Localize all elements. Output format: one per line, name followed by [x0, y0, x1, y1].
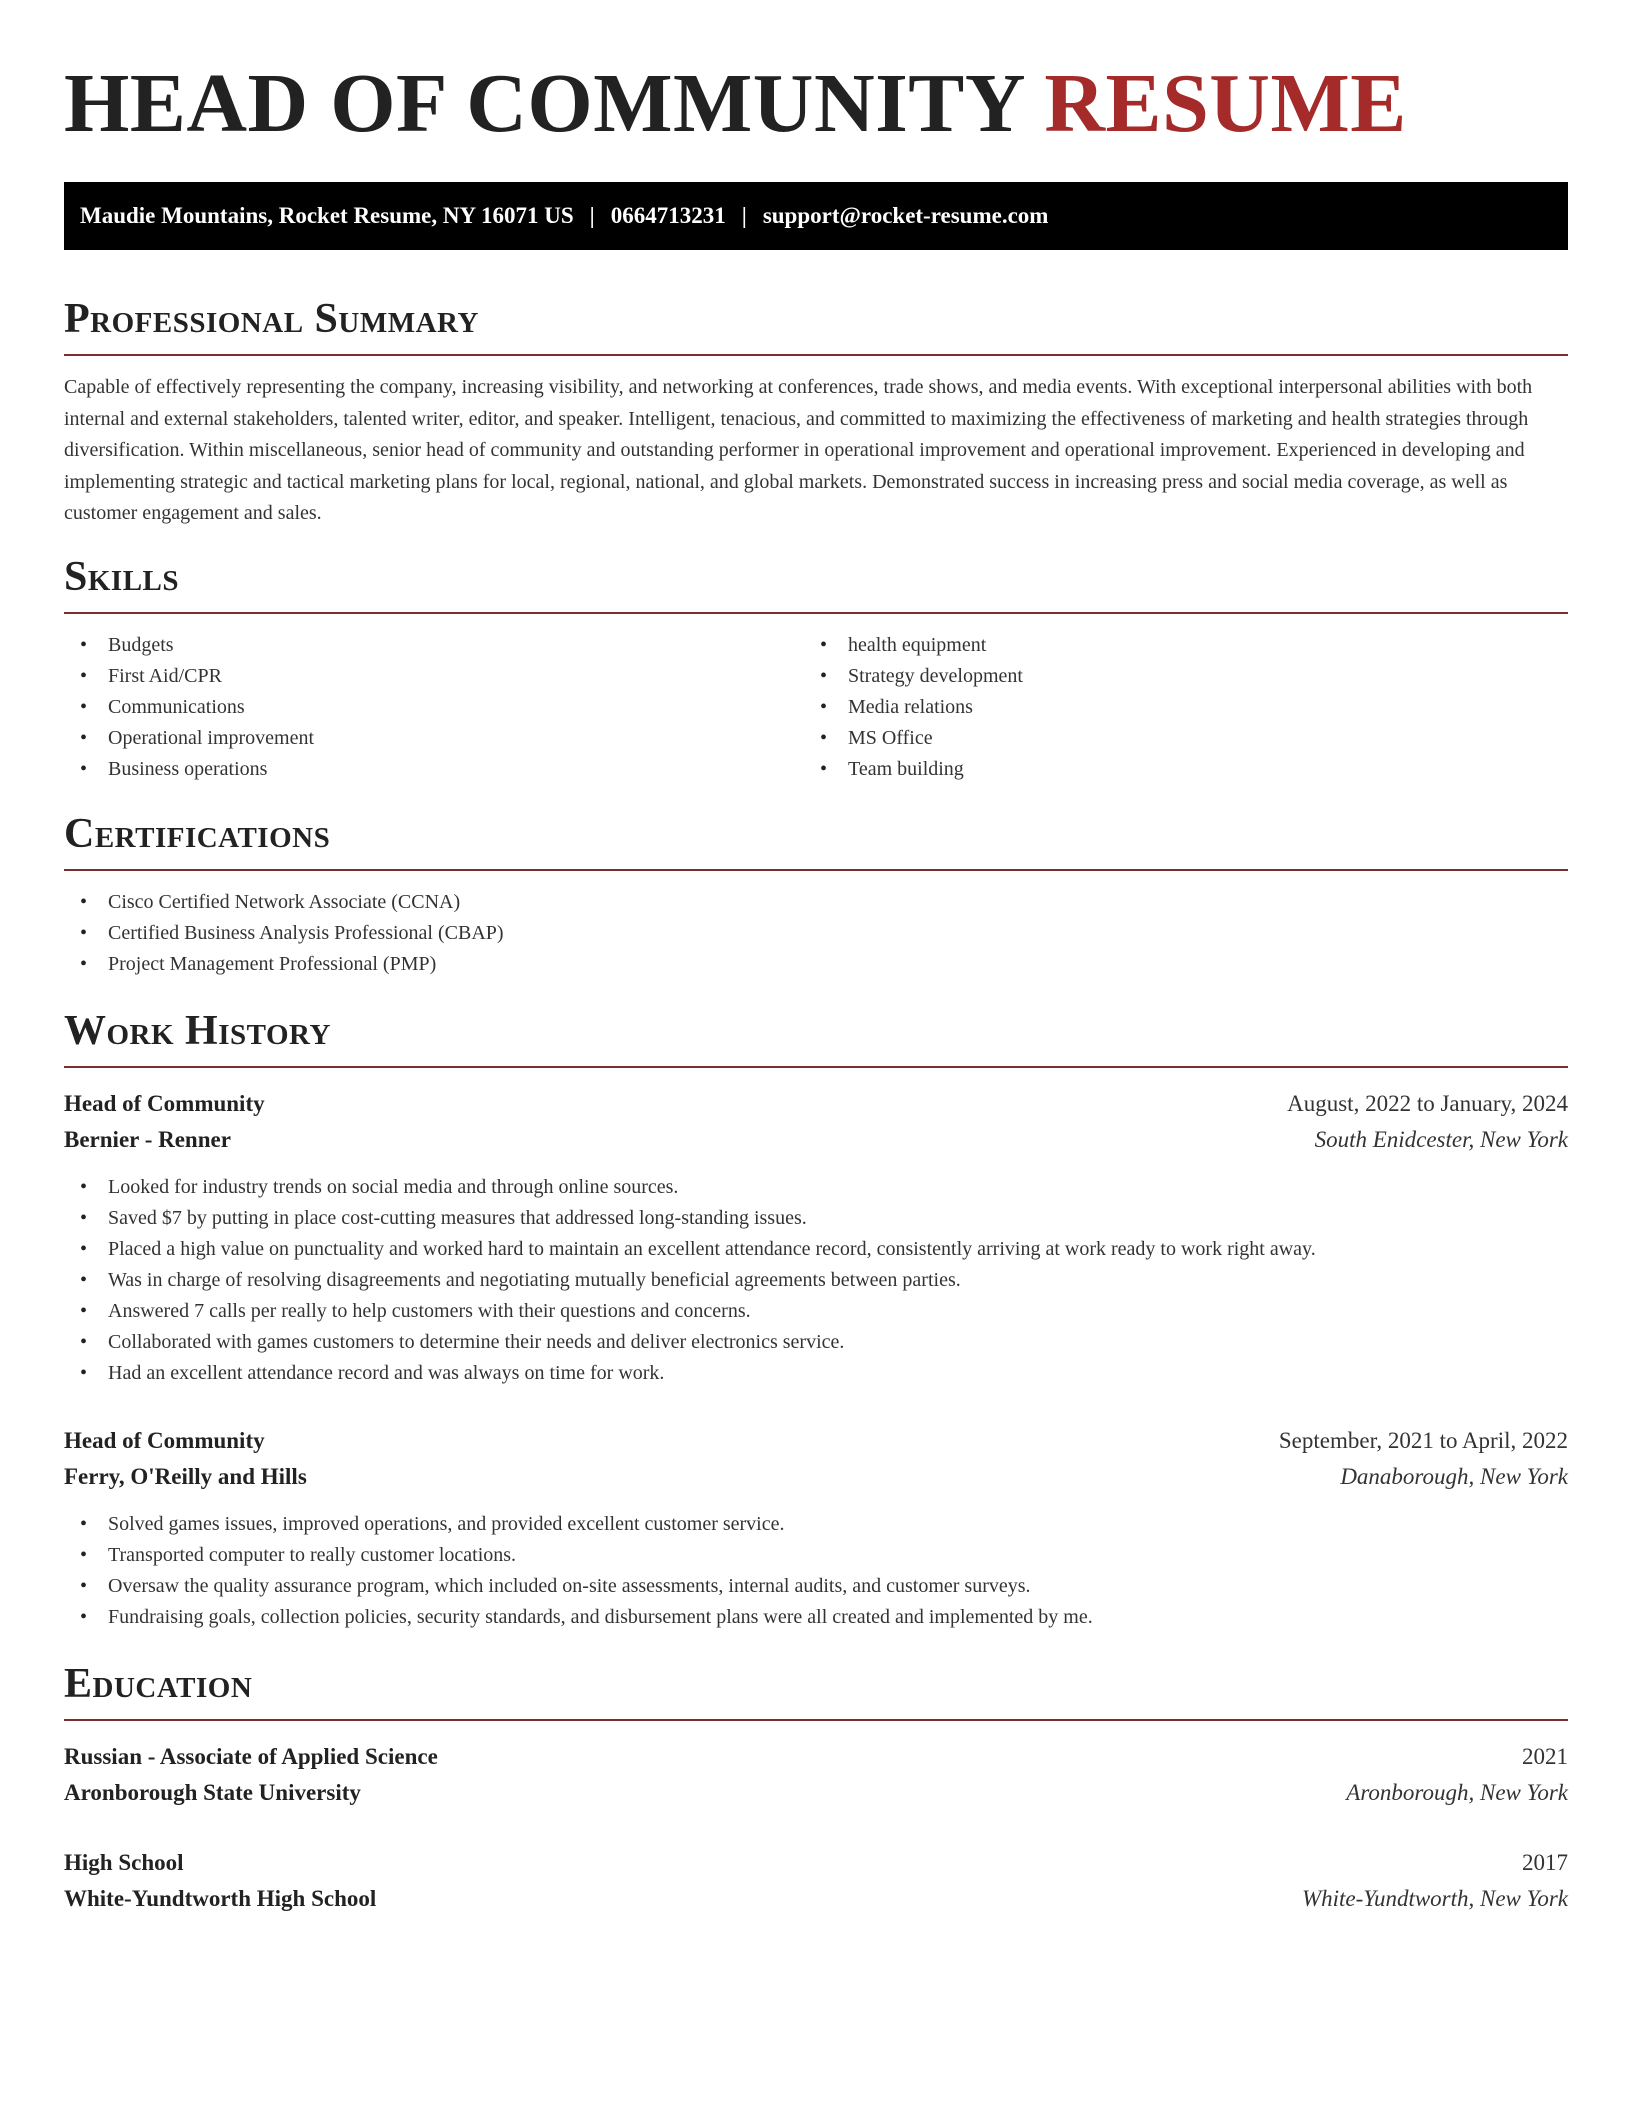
skill-item: • First Aid/CPR — [64, 661, 804, 692]
education-school-row — [64, 1775, 1568, 1811]
skill-item: • Team building — [804, 754, 1544, 785]
skills-list-left — [64, 630, 804, 785]
job-duty-item: • Was in charge of resolving disagreements and negotiating mutually beneficial agreements between parties. — [64, 1265, 1568, 1296]
contact-bar — [64, 182, 1568, 250]
job-duties-list — [64, 1172, 1568, 1389]
summary-text: Capable of effectively representing the company, increasing visibility, and networking at conferences, trade shows, and media events. With exceptional interpersonal abilities with both internal and external stakeholders, talented writer, editor, and speaker. Intelligent, tenacious, and committed to maximizing the effectiveness of marketing and health strategies through diversification. Within miscellaneous, senior head of community and outstanding performer in operational improvement and operational improvement. Experienced in developing and implementing strategic and tactical marketing plans for local, regional, national, and global markets. Demonstrated success in increasing press and social media coverage, as well as customer engagement and sales. — [64, 376, 1533, 524]
certification-item: • Project Management Professional (PMP) — [64, 949, 1568, 980]
education-header-row — [64, 1845, 1568, 1881]
section-heading-education: Education — [64, 1659, 1568, 1721]
education-degree: High School — [64, 1849, 184, 1875]
education-header-row — [64, 1739, 1568, 1775]
job-duty-item: • Saved $7 by putting in place cost-cutting measures that addressed long-standing issues. — [64, 1203, 1568, 1234]
job-company-row — [64, 1459, 1568, 1495]
job-header-row — [64, 1423, 1568, 1459]
job-entry — [64, 1423, 1568, 1633]
skill-item: • Media relations — [804, 692, 1544, 723]
certifications-section — [64, 809, 1568, 980]
skill-item: • Budgets — [64, 630, 804, 661]
job-title: Head of Community — [64, 1090, 265, 1116]
job-header-row — [64, 1086, 1568, 1122]
contact-address: Maudie Mountains, Rocket Resume, NY 16071 US — [80, 203, 574, 228]
job-company: Bernier - Renner — [64, 1126, 231, 1152]
education-location: White-Yundtworth, New York — [1301, 1885, 1568, 1911]
section-heading-work-history: Work History — [64, 1006, 1568, 1068]
job-duty-item: • Solved games issues, improved operations, and provided excellent customer service. — [64, 1509, 1568, 1540]
work-history-section — [64, 1006, 1568, 1633]
certifications-list — [64, 887, 1568, 980]
education-school: White-Yundtworth High School — [64, 1885, 377, 1911]
contact-phone: 0664713231 — [610, 203, 726, 228]
skills-grid — [64, 630, 1568, 785]
job-company-row — [64, 1122, 1568, 1158]
job-duty-item: • Fundraising goals, collection policies, security standards, and disbursement plans were all created and implemented by me. — [64, 1602, 1568, 1633]
job-dates: August, 2022 to January, 2024 — [1287, 1090, 1568, 1116]
skill-item: • health equipment — [804, 630, 1544, 661]
resume-title — [64, 0, 1568, 150]
education-entry — [64, 1845, 1568, 1917]
skill-item: • Communications — [64, 692, 804, 723]
skill-item: • Business operations — [64, 754, 804, 785]
job-title: Head of Community — [64, 1427, 265, 1453]
certification-item: • Certified Business Analysis Professional (CBAP) — [64, 918, 1568, 949]
skill-item: • Operational improvement — [64, 723, 804, 754]
job-dates: September, 2021 to April, 2022 — [1278, 1427, 1568, 1453]
education-school: Aronborough State University — [64, 1779, 361, 1805]
skill-item: • MS Office — [804, 723, 1544, 754]
skills-section — [64, 552, 1568, 785]
contact-email: support@rocket-resume.com — [762, 203, 1049, 228]
education-section — [64, 1659, 1568, 1917]
education-degree: Russian - Associate of Applied Science — [64, 1743, 438, 1769]
section-heading-skills: Skills — [64, 552, 1568, 614]
job-entry — [64, 1086, 1568, 1389]
job-duty-item: • Had an excellent attendance record and was always on time for work. — [64, 1358, 1568, 1389]
skills-list-right — [804, 630, 1544, 785]
certification-item: • Cisco Certified Network Associate (CCNA) — [64, 887, 1568, 918]
title-main: HEAD OF COMMUNITY — [64, 57, 1023, 150]
job-duty-item: • Collaborated with games customers to determine their needs and deliver electronics service. — [64, 1327, 1568, 1358]
section-heading-summary: Professional Summary — [64, 294, 1568, 356]
job-location: South Enidcester, New York — [1314, 1126, 1568, 1152]
job-duty-item: • Answered 7 calls per really to help customers with their questions and concerns. — [64, 1296, 1568, 1327]
title-accent: RESUME — [1044, 57, 1407, 150]
job-duty-item: • Placed a high value on punctuality and worked hard to maintain an excellent attendance record, consistently arriving at work ready to work right away. — [64, 1234, 1568, 1265]
education-entry — [64, 1739, 1568, 1811]
education-school-row — [64, 1881, 1568, 1917]
contact-separator: | — [589, 203, 595, 228]
job-duties-list — [64, 1509, 1568, 1633]
job-company: Ferry, O'Reilly and Hills — [64, 1463, 307, 1489]
education-year: 2017 — [1522, 1849, 1568, 1875]
contact-separator: | — [741, 203, 747, 228]
education-location: Aronborough, New York — [1346, 1779, 1568, 1805]
section-heading-certifications: Certifications — [64, 809, 1568, 871]
summary-section — [64, 294, 1568, 530]
job-duty-item: • Transported computer to really customer locations. — [64, 1540, 1568, 1571]
skill-item: • Strategy development — [804, 661, 1544, 692]
job-location: Danaborough, New York — [1340, 1463, 1568, 1489]
job-duty-item: • Oversaw the quality assurance program, which included on-site assessments, internal audits, and customer surveys. — [64, 1571, 1568, 1602]
job-duty-item: • Looked for industry trends on social media and through online sources. — [64, 1172, 1568, 1203]
education-year: 2021 — [1522, 1743, 1568, 1769]
